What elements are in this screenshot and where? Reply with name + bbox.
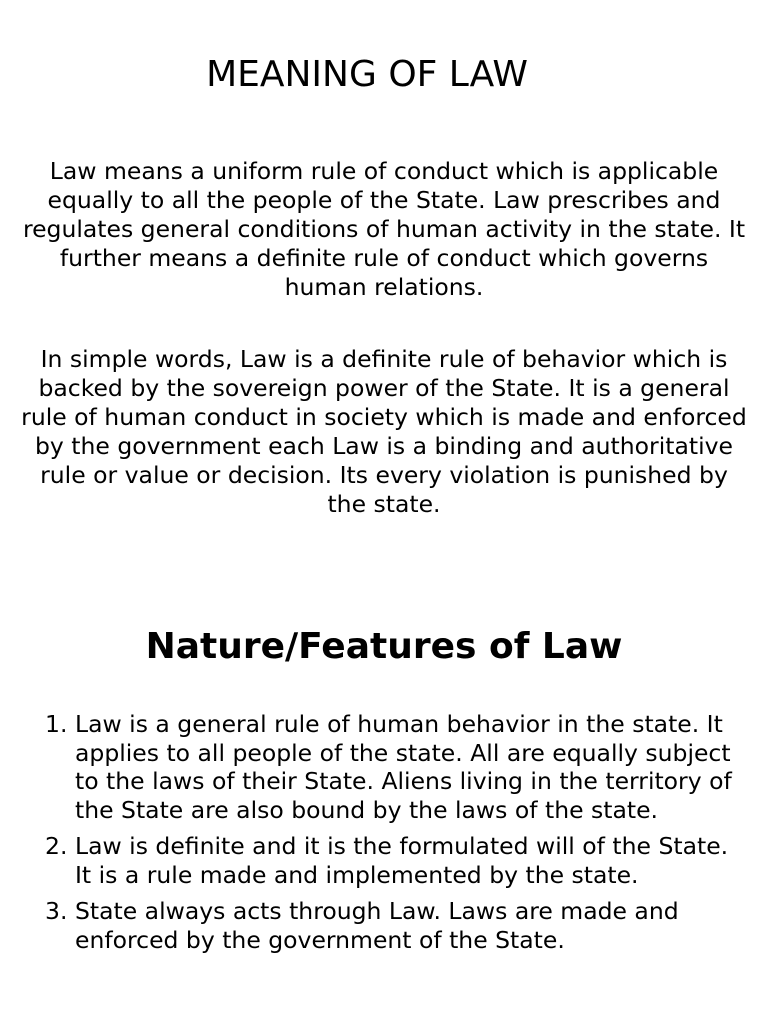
list-item-text: State always acts through Law. Laws are made and enforced by the government of the State. (75, 897, 679, 954)
definition-paragraph: Law means a uniform rule of conduct which is applicable equally to all the people of the State. Law prescribes and regulates general conditions of human activity in the state. It further means a definite rule of conduct which governs human relations. (22, 157, 746, 301)
features-list (40, 710, 740, 962)
list-item-text: Law is a general rule of human behavior in the state. It applies to all people of the state. All are equally subject to the laws of their State. Aliens living in the territory of the State are also bound by the laws of the state. (75, 710, 732, 824)
list-item-number: 3. (45, 897, 68, 925)
list-item-number: 2. (45, 832, 68, 860)
list-item-number: 1. (45, 710, 68, 738)
list-item (40, 832, 740, 889)
slide-nature-features (0, 600, 768, 1024)
slide-title: MEANING OF LAW (206, 54, 528, 95)
list-item-text: Law is definite and it is the formulated will of the State. It is a rule made and implemented by the state. (75, 832, 729, 889)
list-item (40, 710, 740, 824)
list-item (40, 897, 740, 954)
simple-words-paragraph: In simple words, Law is a definite rule of behavior which is backed by the sovereign power of the State. It is a general rule of human conduct in society which is made and enforced by the government each Law is a binding and authoritative rule or value or decision. Its every violation is punished by the state. (21, 345, 747, 518)
slide-title: Nature/Features of Law (145, 626, 623, 667)
